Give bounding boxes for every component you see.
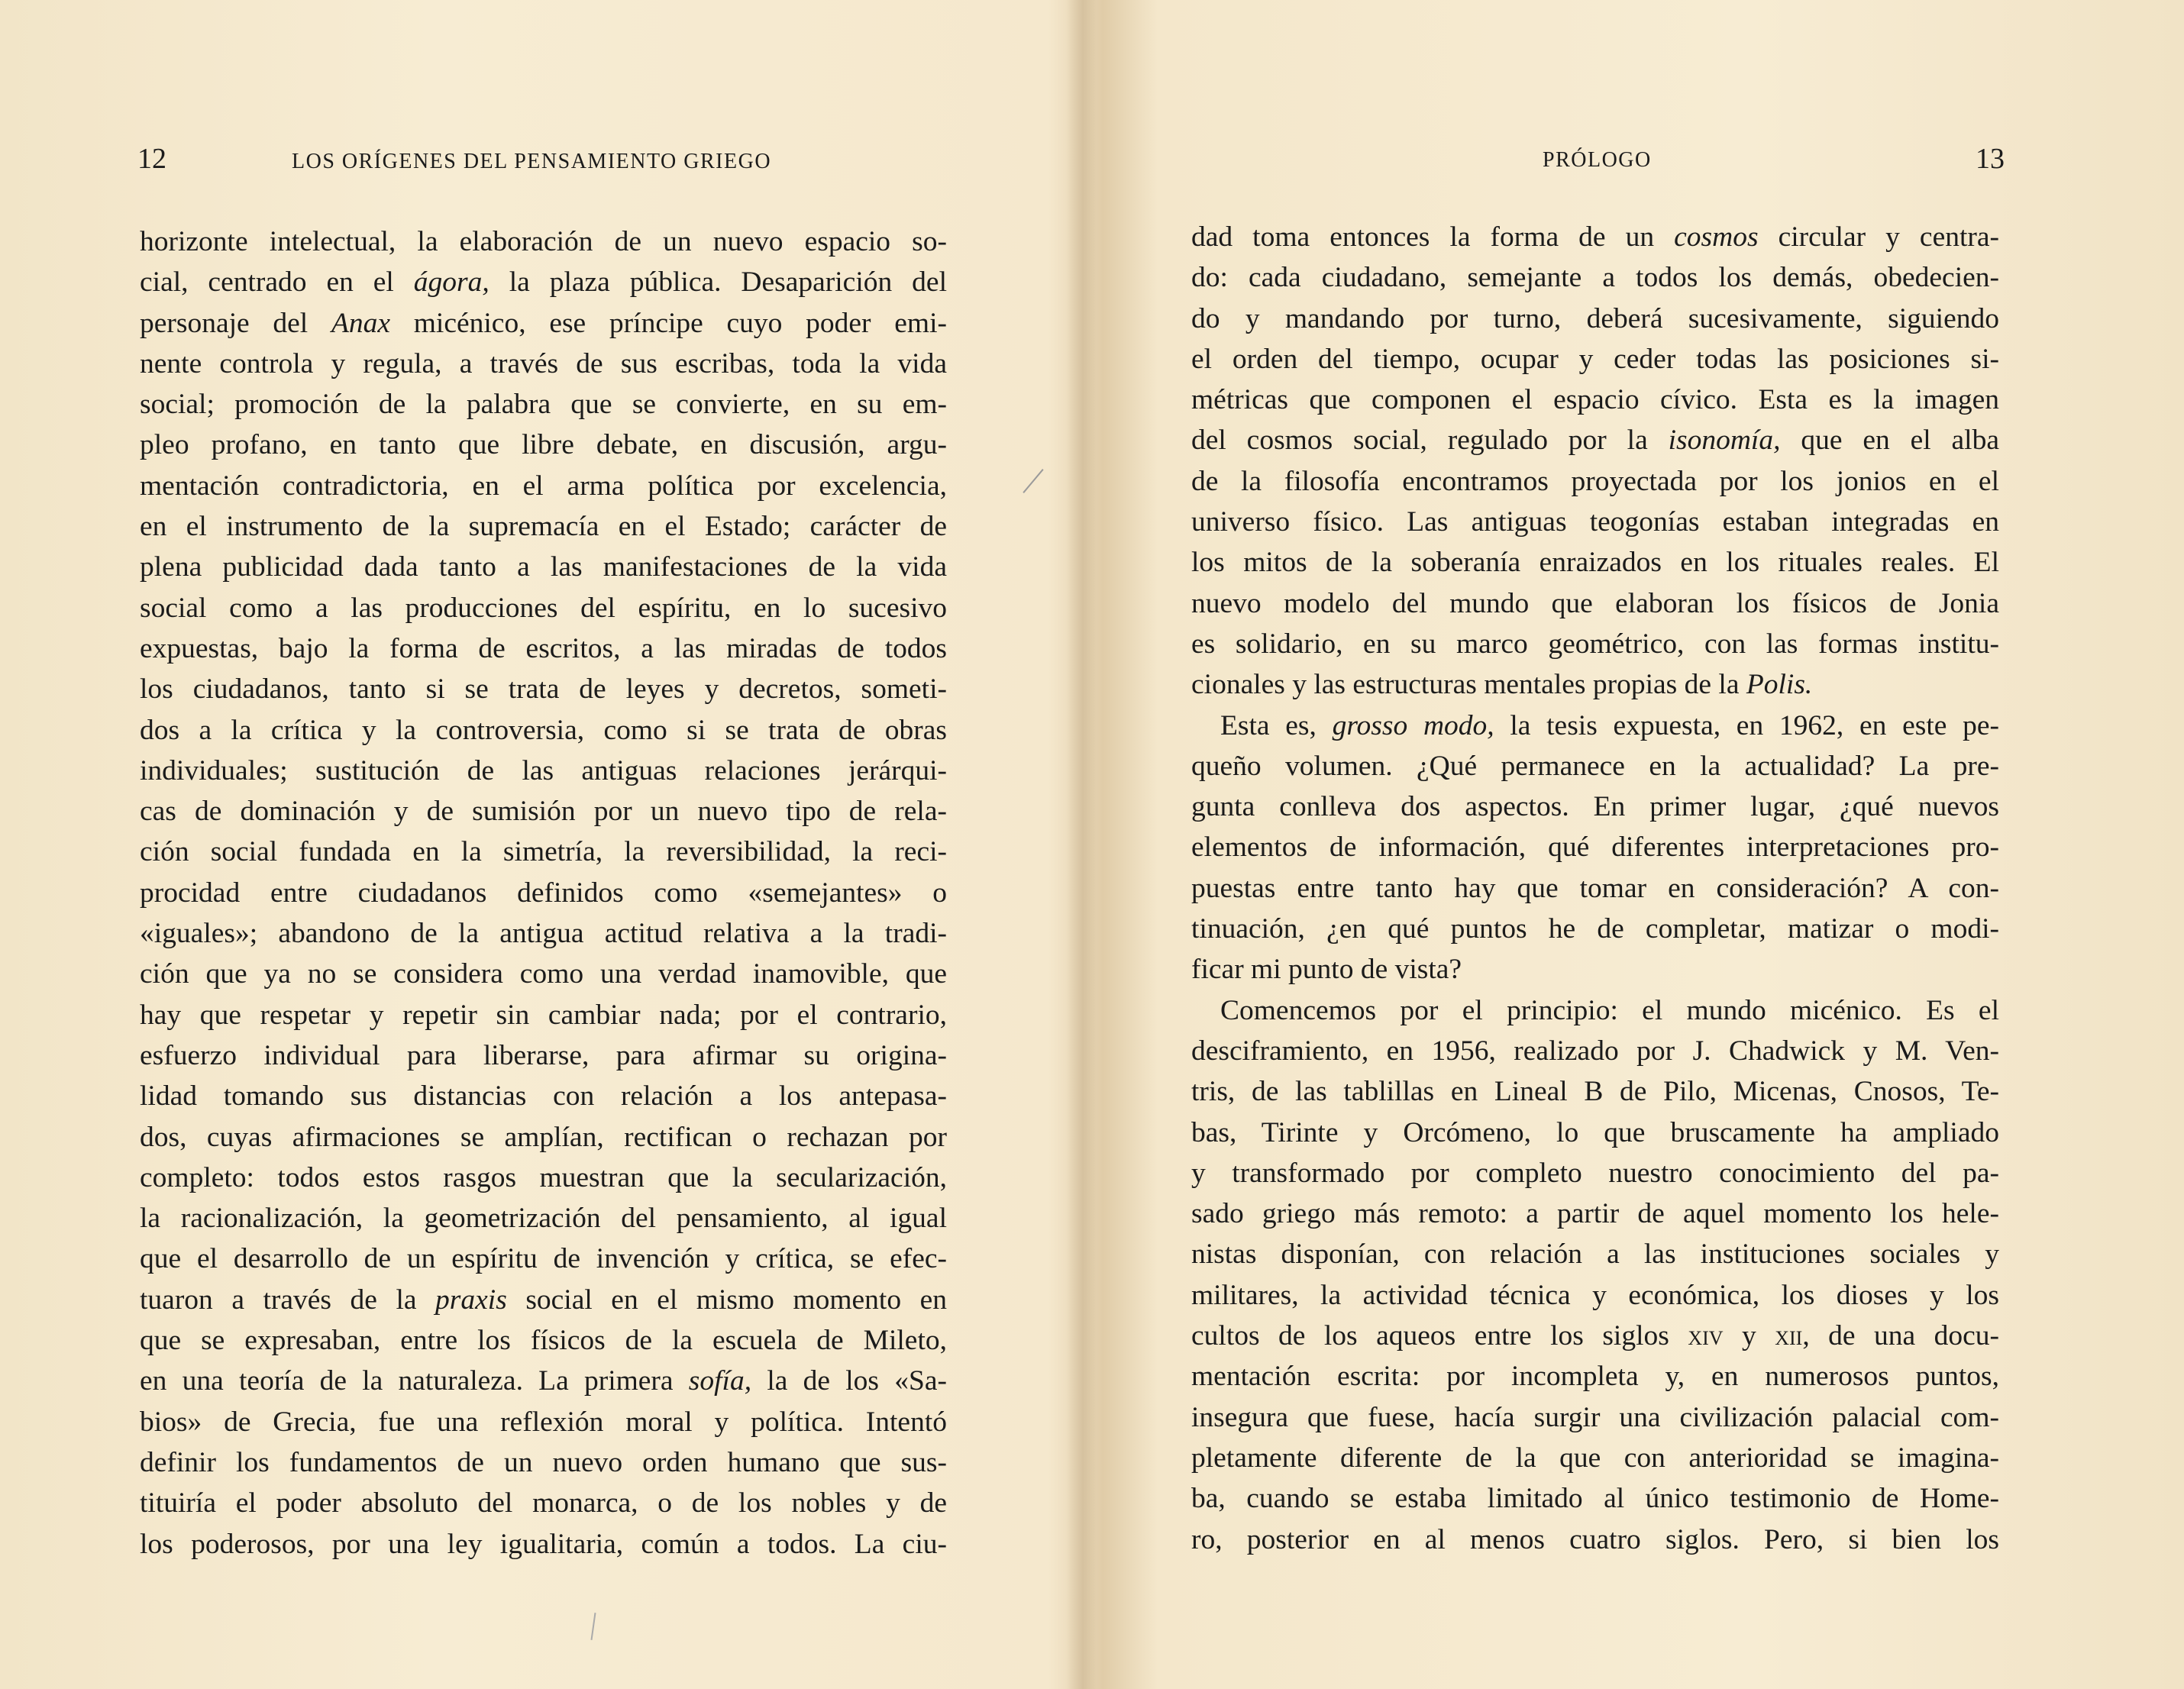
italic-term: Polis. — [1746, 669, 1813, 701]
text-run: , de una docu- — [1802, 1320, 1999, 1352]
text-run: expuestas, bajo la forma de escritos, a las miradas de todos — [140, 632, 947, 664]
text-line — [1191, 502, 1999, 542]
text-line — [1191, 1275, 1999, 1316]
text-line — [1191, 339, 1999, 379]
text-run: mentación escrita: por incompleta y, en numerosos puntos, — [1191, 1361, 1999, 1393]
text-line — [1191, 786, 1999, 827]
italic-term: isonomía, — [1668, 425, 1781, 457]
text-line — [1191, 583, 1999, 624]
text-line — [140, 954, 947, 994]
right-page — [1092, 0, 2184, 1689]
text-run: tris, de las tablillas en Lineal B de Pilo, Micenas, Cnosos, Te- — [1191, 1076, 1999, 1108]
left-page — [0, 0, 1072, 1689]
text-run: nuevo modelo del mundo que elaboran los físicos de Jonia — [1191, 587, 1999, 619]
text-run: la racionalización, la geometrización del pensamiento, al igual — [140, 1203, 947, 1235]
text-run: que el desarrollo de un espíritu de invención y crítica, se efec- — [140, 1243, 947, 1275]
text-line — [140, 1198, 947, 1238]
text-line — [140, 506, 947, 547]
text-run: de la filosofía encontramos proyectada por los jonios en el — [1191, 465, 1999, 497]
text-line — [1191, 1438, 1999, 1478]
text-line — [140, 832, 947, 872]
text-line — [140, 1158, 947, 1198]
text-run: tinuación, ¿en qué puntos he de completar, matizar o modi- — [1191, 913, 1999, 945]
text-run: del cosmos social, regulado por la — [1191, 425, 1669, 457]
text-line — [140, 384, 947, 425]
roman-numeral: xii — [1775, 1320, 1803, 1352]
text-run: individuales; sustitución de las antiguas relaciones jerárqui- — [140, 754, 947, 786]
text-line — [1191, 1519, 1999, 1560]
text-line — [1191, 299, 1999, 339]
text-line — [1191, 1031, 1999, 1071]
text-line — [140, 262, 947, 302]
text-line — [1191, 664, 1999, 705]
text-run: plena publicidad dada tanto a las manifestaciones de la vida — [140, 551, 947, 583]
text-run: es solidario, en su marco geométrico, con las formas institu- — [1191, 628, 1999, 660]
text-run: dos a la crítica y la controversia, como si se trata de obras — [140, 714, 947, 746]
text-line — [1191, 461, 1999, 502]
text-run: social en el mismo momento en — [506, 1284, 947, 1316]
text-line — [140, 751, 947, 791]
roman-numeral: xiv — [1688, 1320, 1724, 1352]
text-run: personaje del — [140, 307, 331, 339]
text-line — [140, 669, 947, 709]
text-run: Esta es, — [1220, 709, 1333, 741]
text-run: social; promoción de la palabra que se convierte, en su em- — [140, 389, 947, 421]
text-run: sado griego más remoto: a partir de aquel momento los hele- — [1191, 1198, 1999, 1230]
text-run: métricas que componen el espacio cívico. Esta es la imagen — [1191, 384, 1999, 416]
text-line — [1191, 420, 1999, 460]
text-line — [1191, 1478, 1999, 1519]
text-run: cial, centrado en el — [140, 266, 414, 299]
right-running-head: PRÓLOGO — [1543, 148, 1652, 172]
text-run: tuaron a través de la — [140, 1284, 436, 1316]
text-run: completo: todos estos rasgos muestran que la secularización, — [140, 1161, 947, 1193]
text-line — [140, 710, 947, 751]
text-run: queño volumen. ¿Qué permanece en la actualidad? La pre- — [1191, 750, 1999, 782]
italic-term: ágora, — [413, 266, 489, 299]
text-run: puestas entre tanto hay que tomar en consideración? A con- — [1191, 872, 1999, 904]
text-run: gunta conlleva dos aspectos. En primer lugar, ¿qué nuevos — [1191, 791, 1999, 823]
text-run: social como a las producciones del espíritu, en lo sucesivo — [140, 592, 947, 624]
text-run: hay que respetar y repetir sin cambiar nada; por el contrario, — [140, 999, 947, 1031]
text-run: cultos de los aqueos entre los siglos — [1191, 1320, 1688, 1352]
text-run: el orden del tiempo, ocupar y ceder todas las posiciones si- — [1191, 343, 1999, 375]
right-page-number: 13 — [1976, 143, 2005, 175]
italic-term: Anax — [331, 307, 391, 339]
text-line — [1191, 1153, 1999, 1193]
text-line — [1191, 379, 1999, 420]
text-run: que se expresaban, entre los físicos de la escuela de Mileto, — [140, 1325, 947, 1357]
text-line — [140, 873, 947, 913]
text-run: ba, cuando se estaba limitado al único testimonio de Home- — [1191, 1483, 1999, 1515]
text-run: bas, Tirinte y Orcómeno, lo que bruscamente ha ampliado — [1191, 1116, 1999, 1148]
text-run: nente controla y regula, a través de sus escribas, toda la vida — [140, 347, 947, 379]
text-line — [1191, 909, 1999, 949]
text-line — [140, 1442, 947, 1483]
text-line — [1191, 1071, 1999, 1112]
text-line — [140, 1280, 947, 1320]
text-line — [1191, 706, 1999, 746]
text-run: cionales y las estructuras mentales propias de la — [1191, 669, 1746, 701]
text-run: mentación contradictoria, en el arma política por excelencia, — [140, 470, 947, 502]
text-line — [140, 1076, 947, 1116]
italic-term: praxis — [435, 1284, 507, 1316]
text-run: los poderosos, por una ley igualitaria, común a todos. La ciu- — [140, 1528, 947, 1560]
text-run: en el instrumento de la supremacía en el Estado; carácter de — [140, 511, 947, 543]
text-line — [140, 303, 947, 344]
text-run: definir los fundamentos de un nuevo orden humano que sus- — [140, 1446, 947, 1478]
text-line — [1191, 990, 1999, 1031]
text-line — [1191, 949, 1999, 990]
text-line — [1191, 1356, 1999, 1397]
text-line — [1191, 868, 1999, 909]
text-run: insegura que fuese, hacía surgir una civilización palacial com- — [1191, 1401, 1999, 1433]
italic-term: grosso modo, — [1332, 709, 1494, 741]
text-run: la tesis expuesta, en 1962, en este pe- — [1494, 709, 1999, 741]
text-run: micénico, ese príncipe cuyo poder emi- — [390, 307, 947, 339]
text-line — [140, 588, 947, 628]
text-run: pletamente diferente de la que con anterioridad se imagina- — [1191, 1442, 1999, 1474]
text-line — [1191, 1193, 1999, 1234]
text-line — [140, 628, 947, 669]
text-line — [1191, 1316, 1999, 1356]
text-line — [1191, 1113, 1999, 1153]
text-line — [140, 995, 947, 1035]
text-line — [140, 425, 947, 465]
text-run: y — [1723, 1320, 1775, 1352]
text-line — [140, 791, 947, 832]
text-line — [140, 466, 947, 506]
text-run: dos, cuyas afirmaciones se amplían, rectifican o rechazan por — [140, 1121, 947, 1153]
text-run: nistas disponían, con relación a las instituciones sociales y — [1191, 1238, 1999, 1271]
left-running-head: LOS ORÍGENES DEL PENSAMIENTO GRIEGO — [292, 150, 772, 173]
text-run: «iguales»; abandono de la antigua actitud relativa a la tradi- — [140, 918, 947, 950]
text-line — [1191, 257, 1999, 298]
left-page-number: 12 — [137, 143, 166, 175]
text-run: desciframiento, en 1956, realizado por J. Chadwick y M. Ven- — [1191, 1035, 1999, 1067]
text-run: esfuerzo individual para liberarse, para afirmar su origina- — [140, 1039, 947, 1071]
text-line — [1191, 624, 1999, 664]
text-line — [140, 1524, 947, 1565]
italic-term: sofía, — [688, 1365, 752, 1397]
text-run: la de los «Sa- — [751, 1365, 947, 1397]
text-line — [1191, 1234, 1999, 1274]
text-line — [140, 913, 947, 954]
text-run: ro, posterior en al menos cuatro siglos. Pero, si bien los — [1191, 1523, 1999, 1555]
italic-term: cosmos — [1674, 221, 1759, 253]
text-line — [1191, 217, 1999, 257]
text-run: do y mandando por turno, deberá sucesivamente, siguiendo — [1191, 302, 1999, 334]
text-run: ficar mi punto de vista? — [1191, 954, 1462, 986]
text-run: en una teoría de la naturaleza. La primera — [140, 1365, 689, 1397]
text-run: universo físico. Las antiguas teogonías estaban integradas en — [1191, 506, 1999, 538]
text-run: cas de dominación y de sumisión por un nuevo tipo de rela- — [140, 796, 947, 828]
text-line — [140, 1402, 947, 1442]
text-line — [140, 1483, 947, 1523]
text-run: tituiría el poder absoluto del monarca, o de los nobles y de — [140, 1487, 947, 1519]
text-line — [140, 1361, 947, 1401]
text-line — [140, 547, 947, 587]
text-line — [140, 1320, 947, 1361]
text-run: ción que ya no se considera como una verdad inamovible, que — [140, 958, 947, 990]
left-body-text — [140, 221, 947, 1565]
text-line — [1191, 827, 1999, 867]
text-run: los mitos de la soberanía enraizados en los rituales reales. El — [1191, 547, 1999, 579]
text-run: bios» de Grecia, fue una reflexión moral y política. Intentó — [140, 1406, 947, 1438]
text-run: procidad entre ciudadanos definidos como «semejantes» o — [140, 877, 947, 909]
text-run: Comencemos por el principio: el mundo micénico. Es el — [1220, 994, 1999, 1026]
text-line — [140, 344, 947, 384]
text-run: dad toma entonces la forma de un — [1191, 221, 1675, 253]
right-body-text — [1191, 217, 1999, 1560]
text-line — [140, 1035, 947, 1076]
text-run: lidad tomando sus distancias con relación a los antepasa- — [140, 1080, 947, 1113]
text-run: horizonte intelectual, la elaboración de un nuevo espacio so- — [140, 226, 947, 257]
text-run: los ciudadanos, tanto si se trata de leyes y decretos, someti- — [140, 673, 947, 706]
text-line — [1191, 542, 1999, 583]
text-run: elementos de información, qué diferentes interpretaciones pro- — [1191, 832, 1999, 864]
text-line — [140, 1117, 947, 1158]
text-run: do: cada ciudadano, semejante a todos los demás, obedecien- — [1191, 262, 1999, 294]
text-run: la plaza pública. Desaparición del — [489, 266, 947, 299]
text-run: pleo profano, en tanto que libre debate, en discusión, argu- — [140, 429, 947, 461]
text-run: y transformado por completo nuestro conocimiento del pa- — [1191, 1157, 1999, 1189]
text-run: militares, la actividad técnica y económica, los dioses y los — [1191, 1279, 1999, 1311]
text-run: que en el alba — [1780, 425, 1999, 457]
text-line — [140, 1238, 947, 1279]
text-line — [1191, 1397, 1999, 1438]
text-line — [1191, 746, 1999, 786]
text-run: ción social fundada en la simetría, la reversibilidad, la reci- — [140, 836, 947, 868]
text-line — [140, 221, 947, 262]
text-run: circular y centra- — [1758, 221, 1999, 253]
